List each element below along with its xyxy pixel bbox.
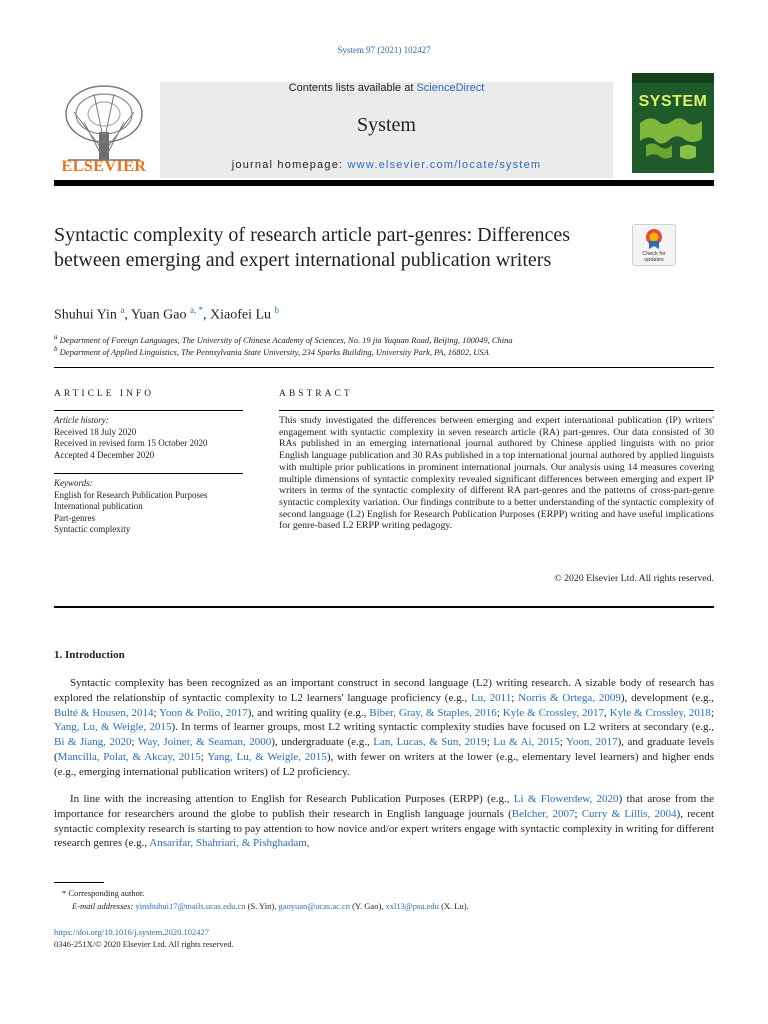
issn-line: 0346-251X/© 2020 Elsevier Ltd. All rights reserved. — [54, 939, 234, 949]
bookmark-icon — [645, 228, 663, 250]
article-title: Syntactic complexity of research article part-genres: Differences between emerging and expert international publication writers — [54, 224, 571, 271]
paragraph-text: ; — [511, 691, 519, 704]
citation-link[interactable]: Mancilla, Polat, & Akcay, 2015 — [57, 750, 201, 763]
section-heading: 1. Introduction — [54, 649, 125, 661]
abstract-bottom-rule — [54, 606, 714, 608]
history-entry: Received 18 July 2020 — [54, 426, 137, 437]
article-history — [54, 415, 254, 461]
email-addresses-note: E-mail addresses: yinshuhui17@mails.ucas.edu.cn (S. Yin), gaoyuan@ucas.ac.cn (Y. Gao), xxl13@psu.edu (X. Lu). — [72, 901, 469, 911]
corresponding-author-note: * Corresponding author. — [62, 888, 145, 898]
cover-title: SYSTEM — [638, 93, 708, 110]
email-link[interactable]: yinshuhui17@mails.ucas.edu.cn — [135, 901, 246, 911]
paragraph-text: ; — [486, 736, 494, 749]
article-info-rule — [54, 473, 243, 474]
email-link[interactable]: gaoyuan@ucas.ac.cn — [278, 901, 351, 911]
contents-prefix: Contents lists available at — [288, 82, 417, 94]
header-rule — [54, 180, 714, 186]
citation-link[interactable]: Lu & Ai, 2015 — [493, 736, 560, 749]
doi-link[interactable]: https://doi.org/10.1016/j.system.2020.102427 — [54, 927, 209, 937]
citation-link[interactable]: Bulté & Housen, 2014 — [54, 706, 154, 719]
paragraph-text: ; — [131, 736, 138, 749]
paragraph-text: ; — [710, 706, 714, 719]
paragraph-text: ), and writing quality (e.g., — [247, 706, 370, 719]
paragraph-text: ; — [200, 750, 208, 763]
citation-link[interactable]: Belcher, 2007 — [511, 807, 575, 820]
author-name: Yuan Gao — [130, 307, 187, 323]
citation-link[interactable]: Yang, Lu, & Weigle, 2015 — [54, 721, 172, 734]
paragraph-text: ), undergraduate (e.g., — [271, 736, 374, 749]
citation-link[interactable]: Lan, Lucas, & Sun, 2019 — [373, 736, 487, 749]
paragraph-text: ; — [153, 706, 160, 719]
keywords-label: Keywords: — [54, 478, 93, 488]
author-name: Xiaofei Lu — [209, 307, 272, 323]
journal-name: System — [357, 114, 416, 136]
paragraph-text: ). In terms of learner groups, most L2 writing syntactic complexity studies have focused on L2 writers at secondary (e.g., — [171, 721, 715, 734]
paragraph-text: ) that arose from the importance for researchers around the globe to publish their research in English language journals ( — [54, 793, 714, 820]
abstract-rule — [279, 410, 714, 411]
author-name: Shuhui Yin — [54, 307, 117, 323]
paragraph-text: ), with fewer on writers at the lower (e.g., elementary level learners) and higher ends (e.g., emerging international publication writers) of L2 proficiency. — [54, 750, 715, 778]
paragraph-text: ), recent syntactic complexity research is starting to pay attention to how novice and/or expert writers engage with syntactic complexity in writing for different research genres (e.g., — [54, 807, 715, 850]
citation-link[interactable]: Biber, Gray, & Staples, 2016 — [369, 706, 497, 719]
homepage-link[interactable]: www.elsevier.com/locate/system — [347, 159, 542, 171]
keyword: Syntactic complexity — [54, 524, 131, 535]
citation-link[interactable]: Yoon, 2017 — [565, 736, 618, 749]
article-info-heading: ARTICLE INFO — [54, 389, 155, 399]
paragraph-text: , — [604, 706, 610, 719]
keyword: International publication — [54, 501, 143, 512]
citation-link[interactable]: Yoon & Polio, 2017 — [159, 706, 248, 719]
body-paragraph — [54, 676, 714, 780]
paragraph-text: ), development (e.g., — [620, 691, 715, 704]
citation-link[interactable]: Way, Joiner, & Seaman, 2000 — [137, 736, 272, 749]
journal-citation[interactable]: System 97 (2021) 102427 — [337, 45, 431, 55]
citation-link[interactable]: Ansarifar, Shahriari, & Pishghadam, — [149, 837, 310, 850]
homepage-prefix: journal homepage: — [231, 159, 348, 171]
author-affiliation-mark[interactable]: a — [120, 305, 125, 315]
history-label: Article history: — [54, 415, 109, 425]
email-label: E-mail addresses: — [72, 901, 136, 911]
paragraph-text: ; — [574, 807, 582, 820]
email-link[interactable]: xxl13@psu.edu — [385, 901, 439, 911]
citation-link[interactable]: Yang, Lu, & Weigle, 2015 — [207, 750, 327, 763]
title-rule — [54, 367, 714, 368]
paragraph-text: In line with the increasing attention to English for Research Publication Purposes (ERPP) (e.g., — [70, 793, 514, 805]
author-affiliation-mark[interactable]: a, * — [189, 305, 203, 315]
citation-link[interactable]: Bi & Jiang, 2020 — [54, 736, 132, 749]
history-entry: Accepted 4 December 2020 — [54, 449, 155, 460]
author-affiliation-mark[interactable]: b — [274, 305, 280, 315]
abstract-heading: ABSTRACT — [279, 389, 353, 399]
keyword: Part-genres — [54, 512, 95, 523]
elsevier-logo — [54, 82, 154, 177]
journal-homepage-line — [160, 159, 613, 171]
footnote-rule — [54, 882, 104, 883]
citation-link[interactable]: Li & Flowerdew, 2020 — [513, 793, 619, 805]
affiliation-a: $^a$ Department of Foreign Languages, The University of Chinese Academy of Sciences, No. 19 jia Yuquan Road, Beijing, 100049, China — [54, 333, 513, 345]
citation-link[interactable]: Norris & Ortega, 2009 — [518, 691, 621, 704]
citation-link[interactable]: Kyle & Crossley, 2017 — [502, 706, 605, 719]
body-paragraph — [54, 792, 714, 851]
contents-available-line — [160, 82, 613, 94]
history-entry: Received in revised form 15 October 2020 — [54, 438, 208, 449]
check-for-updates-label: Check for updates — [642, 251, 666, 263]
article-info-rule — [54, 410, 243, 411]
journal-cover[interactable] — [632, 73, 714, 173]
paragraph-text: ; — [496, 706, 503, 719]
check-for-updates-button[interactable] — [632, 224, 676, 266]
keyword: English for Research Publication Purposes — [54, 489, 208, 500]
paragraph-text: Syntactic complexity has been recognized as an important construct in second language (L2) writing research. A sizable body of research has explored the relationship of syntactic complexity to L2 learners' language proficiency (e.g., — [54, 677, 714, 704]
citation-link[interactable]: Lu, 2011 — [470, 691, 512, 704]
abstract-text: This study investigated the differences between emerging and expert international publication (IP) writers' engagement with syntactic complexity in seven research article (RA) part-genres. Our data consisted of 30 RAs published in an emerging international journal authored by Chinese applied linguists with no prior English language publication and 30 RAs published in a top international journal authored by applied linguists with multiple prior publications in prominent international journals. Our analysis using 14 measures covering multiple dimensions of syntactic complexity revealed significant differences between emerging and expert IP writers in terms of the syntactic complexity of different RA part-genres and the patterns of cross-part-genre syntactic complexity variation. Our findings contribute to a better understanding of the syntactic complexity of second language (L2) English for Research Publication Purposes (ERPP) writing and have useful implications for genre-based L2 ERPP writing pedagogy. — [279, 415, 714, 532]
author-list: Shuhui Yin $^a$, Yuan Gao $^{a, *}$, Xiaofei Lu $^b$ — [54, 305, 280, 323]
world-map-icon — [632, 73, 714, 173]
paragraph-text: ), and graduate levels ( — [54, 736, 715, 763]
sciencedirect-link[interactable]: ScienceDirect — [416, 82, 485, 94]
elsevier-wordmark: ELSEVIER — [61, 158, 147, 175]
abstract-copyright: © 2020 Elsevier Ltd. All rights reserved. — [554, 573, 714, 584]
affiliation-b: $^b$ Department of Applied Linguistics, The Pennsylvania State University, 234 Sparks Building, University Park, PA, 16802, USA — [54, 345, 489, 357]
paragraph-text: ; — [559, 736, 566, 749]
citation-link[interactable]: Curry & Lillis, 2004 — [581, 807, 677, 820]
citation-link[interactable]: Kyle & Crossley, 2018 — [609, 706, 711, 719]
keywords-list — [54, 478, 254, 536]
